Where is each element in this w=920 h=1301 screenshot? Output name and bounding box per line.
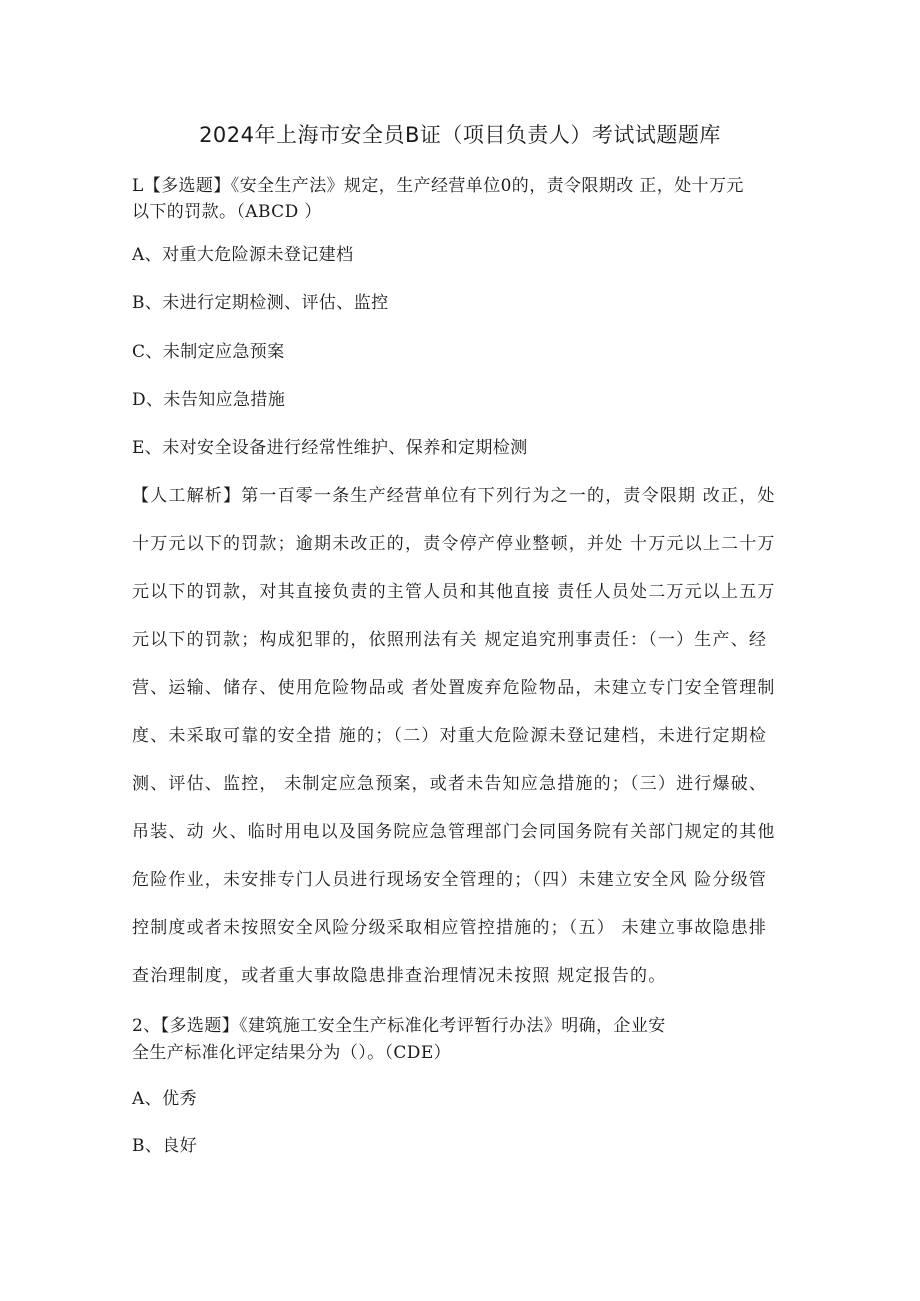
question-1-stem-line-1: L【多选题】《安全生产法》规定，生产经营单位0的，责令限期改 正，处十万元 bbox=[132, 176, 744, 196]
analysis-line: 测、评估、监控， 未制定应急预案，或者未告知应急措施的；（三）进行爆破、 bbox=[132, 774, 768, 794]
analysis-line: 营、运输、储存、使用危险物品或 者处置废弃危险物品，未建立专门安全管理制 bbox=[132, 678, 776, 698]
question-2-stem-line-1: 2、【多选题】《建筑施工安全生产标准化考评暂行办法》明确，企业安 bbox=[132, 1016, 666, 1036]
question-2-option-b: B、良好 bbox=[132, 1136, 198, 1156]
question-1-option-a: A、对重大危险源未登记建档 bbox=[132, 245, 354, 265]
question-1-option-e: E、未对安全设备进行经常性维护、保养和定期检测 bbox=[132, 438, 528, 458]
question-1-option-b: B、未进行定期检测、评估、监控 bbox=[132, 293, 389, 313]
question-1-stem-line-2: 以下的罚款。（ABCD ） bbox=[132, 202, 322, 222]
analysis-line: 查治理制度，或者重大事故隐患排查治理情况未按照 规定报告的。 bbox=[132, 966, 667, 986]
analysis-line: 度、未采取可靠的安全措 施的；（二）对重大危险源未登记建档，未进行定期检 bbox=[132, 726, 768, 746]
analysis-line: 控制度或者未按照安全风险分级采取相应管控措施的；（五） 未建立事故隐患排 bbox=[132, 918, 768, 938]
analysis-line: 元以下的罚款；构成犯罪的，依照刑法有关 规定追究刑事责任：（一）生产、经 bbox=[132, 630, 768, 650]
analysis-line: 吊装、动 火、临时用电以及国务院应急管理部门会同国务院有关部门规定的其他 bbox=[132, 822, 776, 842]
question-1-option-c: C、未制定应急预案 bbox=[132, 342, 285, 362]
question-2-stem-line-2: 全生产标准化评定结果分为（）。（CDE） bbox=[132, 1043, 452, 1063]
analysis-line: 危险作业，未安排专门人员进行现场安全管理的；（四）未建立安全风 险分级管 bbox=[132, 870, 768, 890]
question-2-option-a: A、优秀 bbox=[132, 1089, 197, 1109]
question-1-option-d: D、未告知应急措施 bbox=[132, 390, 286, 410]
document-title: 2024年上海市安全员B证（项目负责人）考试试题题库 bbox=[199, 123, 721, 147]
analysis-line: 十万元以下的罚款；逾期未改正的，责令停产停业整顿，并处 十万元以上二十万 bbox=[132, 534, 776, 554]
analysis-line: 【人工解析】第一百零一条生产经营单位有下列行为之一的，责令限期 改正，处 bbox=[132, 486, 776, 506]
analysis-line: 元以下的罚款，对其直接负责的主管人员和其他直接 责任人员处二万元以上五万 bbox=[132, 582, 776, 602]
